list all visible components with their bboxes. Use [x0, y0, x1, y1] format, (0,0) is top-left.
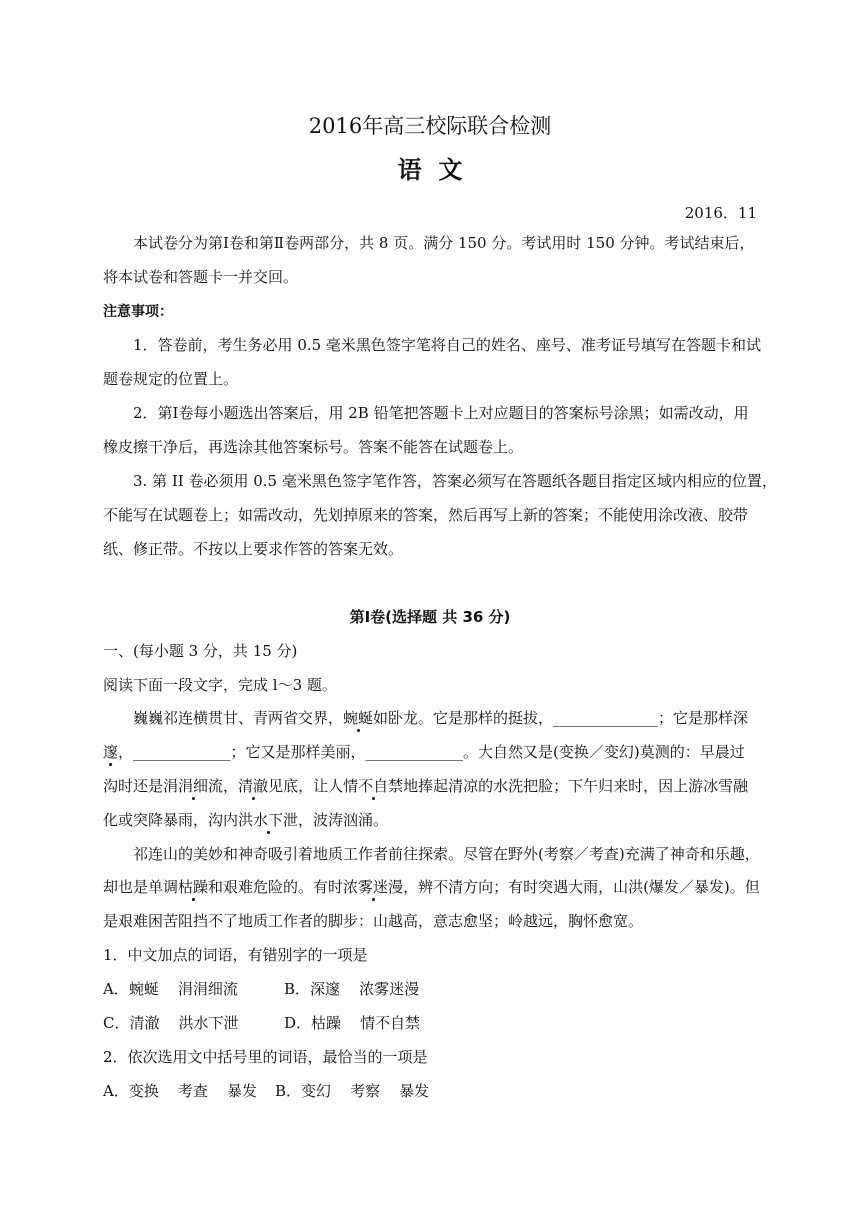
passage-p1-line-3: 沟时还是涓涓细流，清澈见底，让人情不自禁地捧起清凉的水洗把脸；下午归来时，因上游冰雪融 [103, 777, 749, 795]
question-1-options-row-1 [103, 979, 419, 999]
dotted-word: 情不自禁 [343, 777, 404, 795]
option-1a: A．蜿蜒 涓涓细流 [103, 980, 238, 998]
option-1c: C．清澈 洪水下泄 [103, 1014, 239, 1032]
notice-item-1-line-1: 1．答卷前，考生务必用 0.5 毫米黑色签字笔将自己的姓名、座号、准考证号填写在答题卡和试 [133, 336, 761, 354]
question-1: 1．中文加点的词语，有错别字的一项是 [103, 946, 368, 964]
subject-title: 语 文 [397, 155, 463, 184]
question-2: 2．依次选用文中括号里的词语，最恰当的一项是 [103, 1048, 428, 1066]
option-2a: A．变换 考查 暴发 [103, 1082, 257, 1100]
question-2-options-row-1 [103, 1081, 429, 1101]
passage-p2-line-3: 是艰难困苦阻挡不了地质工作者的脚步：山越高，意志愈坚；岭越远，胸怀愈宽。 [103, 912, 644, 930]
notice-item-2-line-1: 2．第Ⅰ卷每小题选出答案后，用 2B 铅笔把答题卡上对应题目的答案标号涂黑；如需改动，用 [133, 404, 749, 422]
passage-p2-line-1: 祁连山的美妙和神奇吸引着地质工作者前往探索。尽管在野外(考察／考查)充满了神奇和乐趣， [133, 845, 760, 863]
section-1-title: 第Ⅰ卷(选择题 共 36 分) [349, 608, 511, 626]
dotted-word: 洪水下泄 [238, 811, 299, 829]
part-1-heading: 一、(每小题 3 分，共 15 分) [103, 642, 298, 660]
exam-date: 2016．11 [684, 204, 757, 222]
dotted-word: 枯躁 [178, 878, 209, 896]
notice-item-3-line-2: 不能写在试题卷上；如需改动，先划掉原来的答案，然后再写上新的答案；不能使用涂改液、胶带 [103, 506, 749, 524]
dotted-word: 清澈 [238, 777, 269, 795]
notice-item-1-line-2: 题卷规定的位置上。 [103, 370, 239, 388]
passage-p2-line-2: 却也是单调枯躁和艰难危险的。有时浓雾迷漫，辨不清方向；有时突遇大雨，山洪(爆发／暴发)。但 [103, 878, 760, 896]
dotted-word: 涓涓细流 [163, 777, 224, 795]
passage-p1-line-4: 化或突降暴雨，沟内洪水下泄，波涛汹涌。 [103, 811, 389, 829]
option-2b: B．变幻 考察 暴发 [275, 1082, 430, 1100]
option-1b: B．深邃 浓雾迷漫 [284, 980, 420, 998]
passage-p1-line-2: 邃，_____________；它又是那样美丽，_____________。大自然又是(变换／变幻)莫测的：早晨过 [103, 743, 745, 761]
dotted-word: 邃 [103, 743, 119, 761]
reading-instruction: 阅读下面一段文字，完成 l～3 题。 [103, 676, 337, 694]
intro-line-1: 本试卷分为第Ⅰ卷和第Ⅱ卷两部分，共 8 页。满分 150 分。考试用时 150 分钟。考试结束后， [133, 234, 755, 252]
notice-item-2-line-2: 橡皮擦干净后，再选涂其他答案标号。答案不能答在试题卷上。 [103, 438, 524, 456]
notice-heading: 注意事项： [103, 304, 173, 320]
notice-item-3-line-1: 3. 第 II 卷必须用 0.5 毫米黑色签字笔作答，答案必须写在答题纸各题目指定区域内相应的位置， [133, 472, 777, 490]
passage-p1-line-1: 巍巍祁连横贯甘、青两省交界，蜿蜒如卧龙。它是那样的挺拔，______________；它是那样深 [133, 709, 749, 727]
question-1-options-row-2 [103, 1013, 420, 1033]
option-1d: D．枯躁 情不自禁 [284, 1014, 421, 1032]
exam-title: 2016年高三校际联合检测 [308, 114, 552, 138]
dotted-word: 浓雾迷漫 [343, 878, 404, 896]
dotted-word: 蜿蜒 [343, 709, 374, 727]
notice-item-3-line-3: 纸、修正带。不按以上要求作答的答案无效。 [103, 540, 404, 558]
intro-line-2: 将本试卷和答题卡一并交回。 [103, 268, 299, 286]
